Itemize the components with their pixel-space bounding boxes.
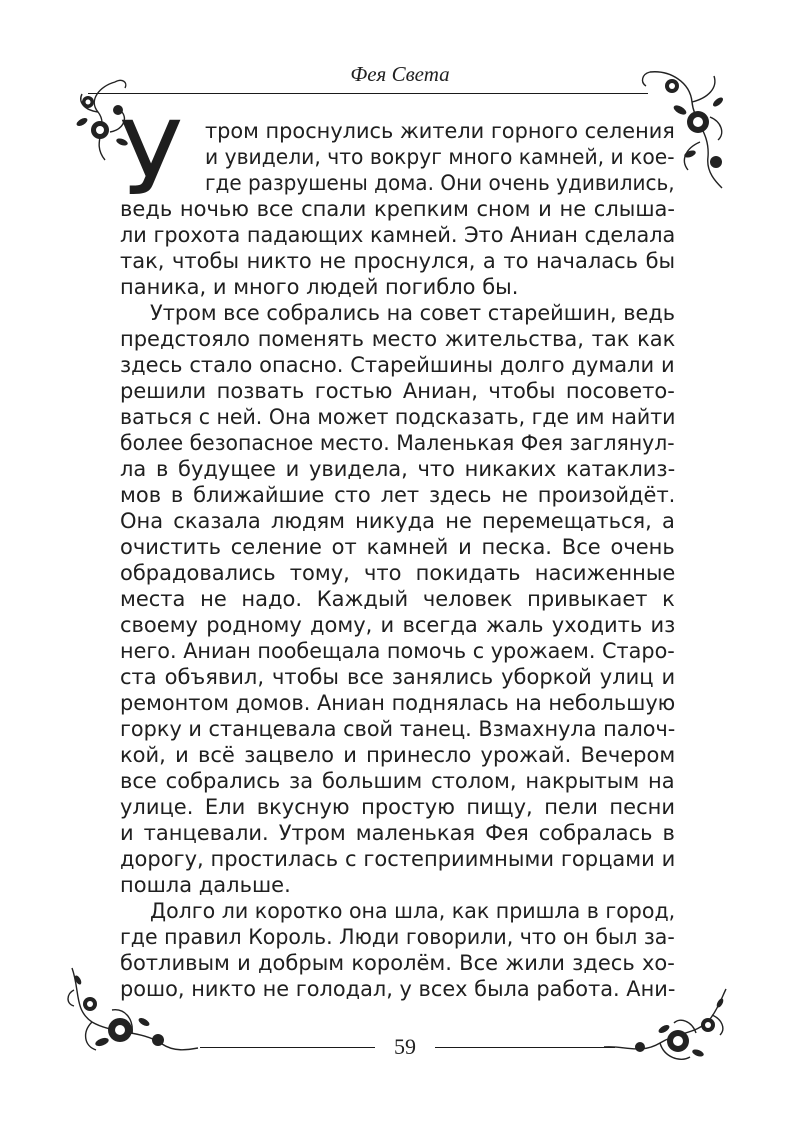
text-line: рошо, никто не голодал, у всех была работа. Ани- [120, 977, 676, 1001]
text-line: предстояло поменять место жительства, так как [120, 327, 676, 351]
text-line: Утром все собрались на совет старейшин, ведь [150, 301, 676, 325]
footer-rule-right [435, 1047, 615, 1048]
running-header-title: Фея Света [350, 62, 450, 86]
text-line: решили позвать гостью Аниан, чтобы посовето- [120, 379, 675, 403]
text-line: ботливым и добрым королём. Все жили здесь хо- [120, 951, 675, 975]
text-line: мов в ближайшие сто лет здесь не произойдёт. [120, 483, 676, 507]
page-number: 59 [394, 1034, 416, 1059]
text-line: где правил Король. Люди говорили, что он был за- [120, 925, 675, 949]
text-line: очистить селение от камней и песка. Все очень [120, 535, 675, 559]
text-line: Долго ли коротко она шла, как пришла в город, [150, 899, 676, 923]
text-line: тром проснулись жители горного селения [205, 119, 675, 143]
text-line: Она сказала людям никуда не перемещаться, а [120, 509, 675, 533]
text-line: своему родному дому, и всегда жаль уходить из [120, 613, 676, 637]
header-rule [88, 93, 648, 94]
text-line: и увидели, что вокруг много камней, и кое- [205, 145, 675, 169]
text-line: пошла дальше. [120, 873, 291, 897]
footer-rule-left [200, 1047, 375, 1048]
text-line: ремонтом домов. Аниан поднялась на небольшую [120, 691, 676, 715]
text-line: где разрушены дома. Они очень удивились, [205, 171, 675, 195]
text-line: ла в будущее и увидела, что никаких катаклиз- [120, 457, 676, 481]
drop-cap: У [120, 100, 183, 219]
text-line: обрадовались тому, что покидать насиженные [120, 561, 676, 585]
text-line: и танцевали. Утром маленькая Фея собралась в [120, 821, 675, 845]
text-line: здесь стало опасно. Старейшины долго думали и [120, 353, 675, 377]
text-line: него. Аниан пообещала помочь с урожаем. Старо- [120, 639, 675, 663]
text-line: паника, и много людей погибло бы. [120, 275, 519, 299]
text-line: ведь ночью все спали крепким сном и не слыша- [120, 197, 676, 221]
text-line: все собрались за большим столом, накрытым на [120, 769, 675, 793]
text-line: горку и станцевала свой танец. Взмахнула палоч- [120, 717, 676, 741]
text-line: ваться с ней. Она может подсказать, где им найти [120, 405, 676, 429]
text-line: так, чтобы никто не проснулся, а то началась бы [120, 249, 676, 273]
text-line: ста объявил, чтобы все занялись уборкой улиц и [120, 665, 676, 689]
text-line: улице. Ели вкусную простую пищу, пели песни [120, 795, 675, 819]
text-line: более безопасное место. Маленькая Фея заглянул- [120, 431, 675, 455]
text-line: дорогу, простилась с гостеприимными горцами и [120, 847, 676, 871]
text-line: ли грохота падающих камней. Это Аниан сделала [120, 223, 676, 247]
text-line: места не надо. Каждый человек привыкает к [120, 587, 675, 611]
text-line: кой, и всё зацвело и принесло урожай. Вечером [120, 743, 676, 767]
